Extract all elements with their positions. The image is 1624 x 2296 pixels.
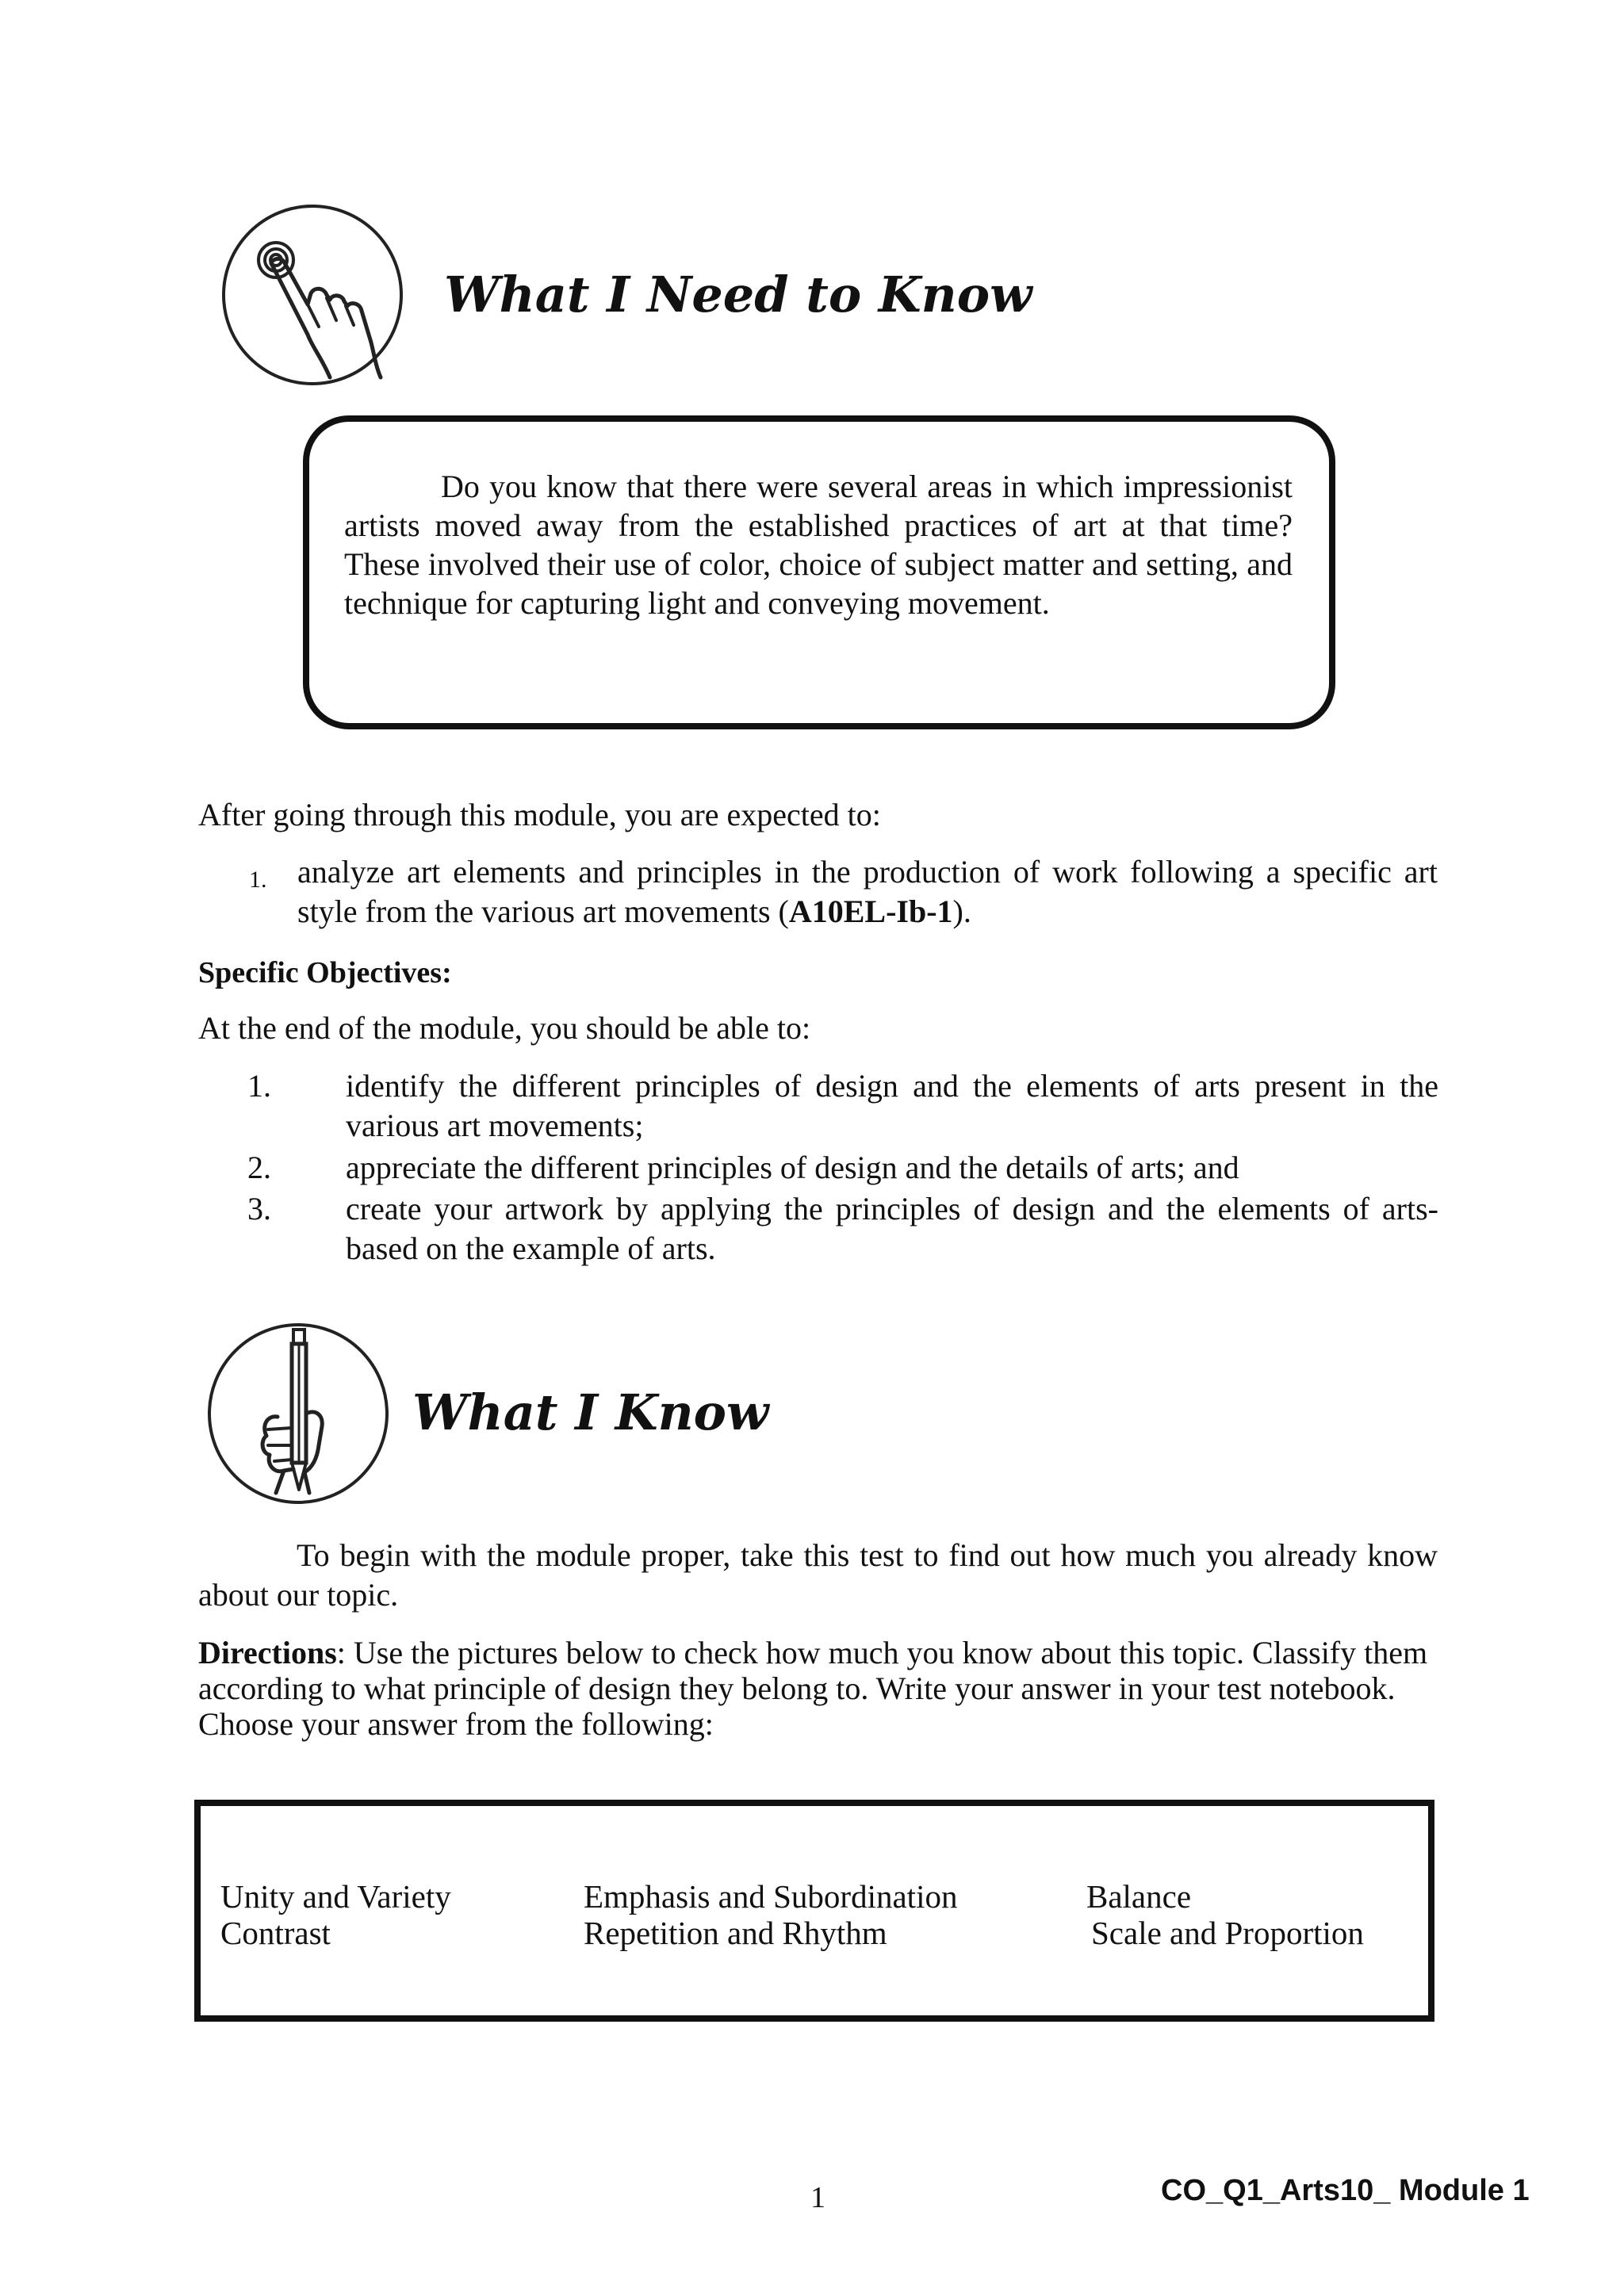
module-code: CO_Q1_Arts10_ Module 1: [1161, 2174, 1530, 2207]
choice-item: Scale and Proportion: [1091, 1915, 1364, 1951]
objective-number: 2.: [247, 1150, 271, 1185]
directions-label: Directions: [198, 1635, 337, 1670]
objectives-title: Specific Objectives:: [198, 956, 452, 989]
competency-code: A10EL-Ib-1: [788, 894, 953, 929]
choice-item: Repetition and Rhythm: [584, 1915, 887, 1951]
section-heading-what-i-know: What I Know: [412, 1383, 769, 1441]
expected-lead: After going through this module, you are expected to:: [198, 797, 881, 832]
expected-item-text: analyze art elements and principles in the production of work following a specific art style from the various art movements (: [297, 854, 1438, 929]
objective-number: 3.: [247, 1191, 271, 1226]
expected-item: [297, 852, 1438, 932]
choice-item: Unity and Variety: [220, 1878, 451, 1915]
pencil-hand-icon: [208, 1323, 389, 1504]
objective-item: create your artwork by applying the principles of design and the elements of arts-based on the example of arts.: [346, 1191, 1438, 1266]
directions-paragraph: [198, 1635, 1438, 1742]
objective-item: appreciate the different principles of design and the details of arts; and: [346, 1150, 1239, 1185]
directions-text: : Use the pictures below to check how much you know about this topic. Classify them according to what principle of design they belong to. Write your answer in your test notebook. Choose your answer from the following:: [198, 1635, 1428, 1742]
section2-intro: To begin with the module proper, take this test to find out how much you already know about our topic.: [198, 1537, 1438, 1613]
objective-number: 1.: [247, 1068, 271, 1104]
expected-item-number: 1.: [249, 867, 267, 893]
choice-item: Emphasis and Subordination: [584, 1878, 958, 1915]
section-heading-what-i-need-to-know: What I Need to Know: [444, 266, 1032, 323]
objectives-lead: At the end of the module, you should be able to:: [198, 1010, 811, 1046]
tap-hand-icon: [222, 205, 403, 385]
choice-item: Balance: [1086, 1878, 1192, 1915]
expected-item-end: ).: [952, 894, 971, 929]
page-number: 1: [810, 2181, 825, 2214]
intro-paragraph: Do you know that there were several areas in which impressionist artists moved away from the established practices of art at that time? These involved their use of color, choice of subject matter and setting, and technique for capturing light and conveying movement.: [344, 469, 1293, 621]
choice-item: Contrast: [220, 1915, 331, 1951]
objective-item: identify the different principles of design and the elements of arts present in the various art movements;: [346, 1068, 1438, 1143]
